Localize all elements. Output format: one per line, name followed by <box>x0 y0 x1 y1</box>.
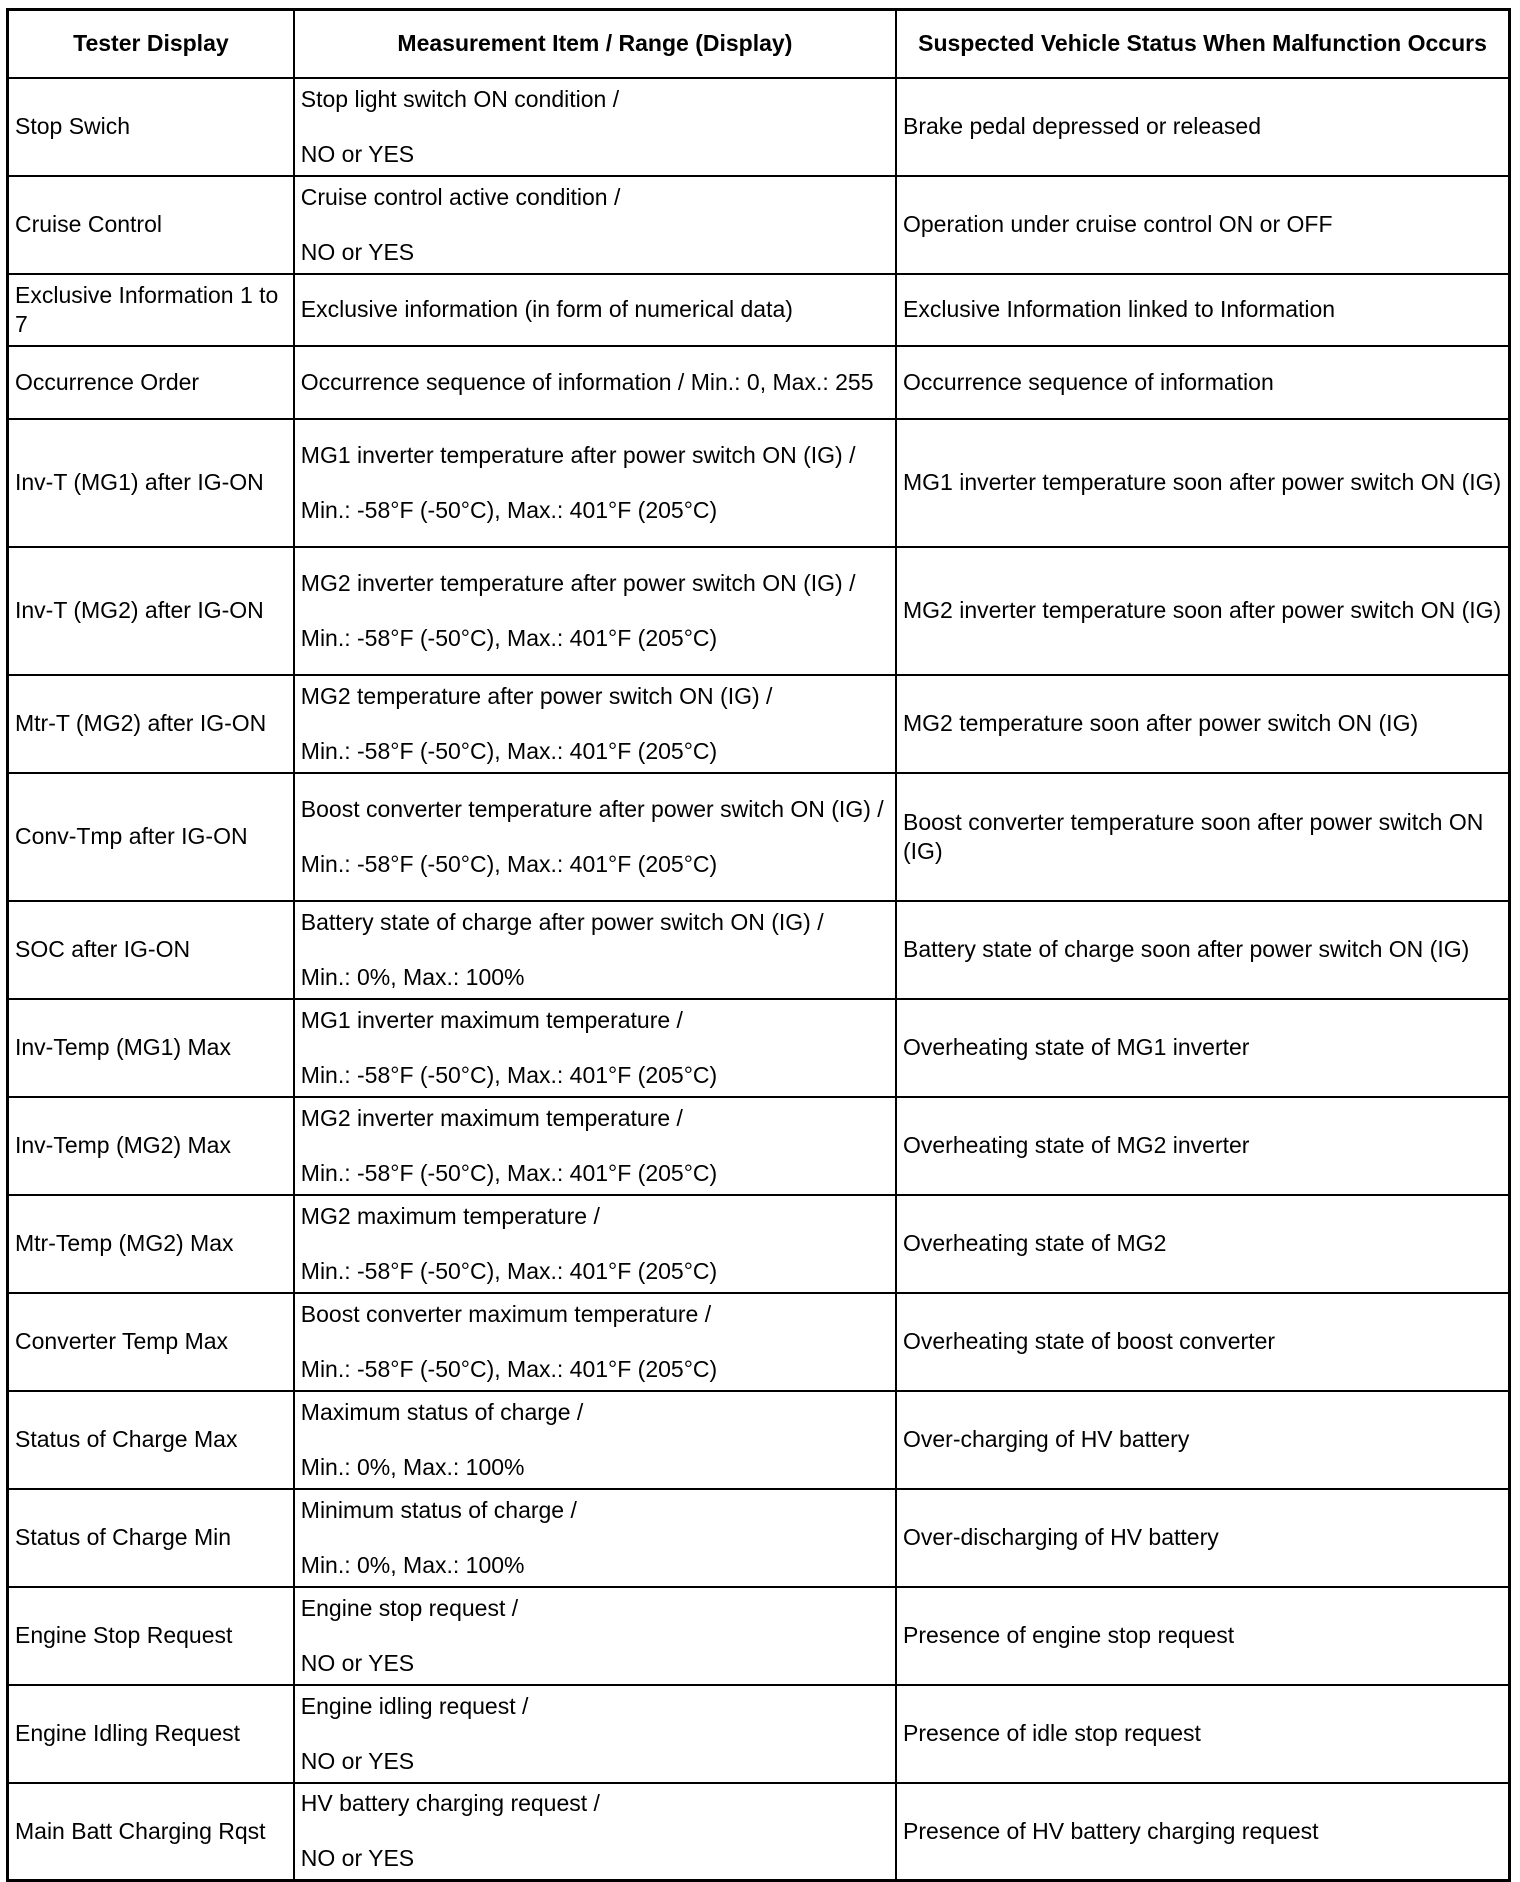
table-row <box>8 773 1510 901</box>
table-row <box>8 1195 1510 1293</box>
table-row <box>8 346 1510 419</box>
tester-display-cell: Mtr-T (MG2) after IG-ON <box>8 675 294 773</box>
table-row <box>8 176 1510 274</box>
measurement-cell <box>294 274 896 346</box>
measurement-item-text: Minimum status of charge / <box>300 1496 577 1523</box>
measurement-cell <box>294 1685 896 1783</box>
measurement-range-text: NO or YES <box>300 1845 415 1872</box>
suspected-status-cell: Battery state of charge soon after power switch ON (IG) <box>896 901 1510 999</box>
suspected-status-cell: Overheating state of MG2 inverter <box>896 1097 1510 1195</box>
measurement-item-text: Battery state of charge after power switch ON (IG) / <box>300 908 824 935</box>
measurement-range-text: Min.: -58°F (-50°C), Max.: 401°F (205°C) <box>300 1061 718 1088</box>
suspected-status-cell: Presence of HV battery charging request <box>896 1783 1510 1881</box>
suspected-status-cell: Over-discharging of HV battery <box>896 1489 1510 1587</box>
line-gap <box>301 1427 889 1453</box>
table-row <box>8 1293 1510 1391</box>
tester-display-table <box>6 8 1511 1882</box>
measurement-range-text: Min.: -58°F (-50°C), Max.: 401°F (205°C) <box>300 737 718 764</box>
measurement-item-text: Maximum status of charge / <box>300 1398 584 1425</box>
table-body <box>8 78 1510 1881</box>
measurement-cell <box>294 1293 896 1391</box>
table-row <box>8 999 1510 1097</box>
table-row <box>8 1587 1510 1685</box>
table-row <box>8 419 1510 547</box>
measurement-range-text: Min.: 0%, Max.: 100% <box>300 1551 525 1578</box>
line-gap <box>301 212 889 238</box>
measurement-item-text: MG1 inverter maximum temperature / <box>300 1006 683 1033</box>
measurement-cell <box>294 1489 896 1587</box>
measurement-range-text: Min.: -58°F (-50°C), Max.: 401°F (205°C) <box>300 1355 718 1382</box>
suspected-status-cell: Presence of idle stop request <box>896 1685 1510 1783</box>
line-gap <box>301 711 889 737</box>
measurement-item-text: MG2 temperature after power switch ON (IG) / <box>300 682 773 709</box>
measurement-item-text: Exclusive information (in form of numerical data) <box>300 296 793 322</box>
line-gap <box>301 1231 889 1257</box>
measurement-range-text: Min.: -58°F (-50°C), Max.: 401°F (205°C) <box>300 1159 718 1186</box>
suspected-status-cell: Brake pedal depressed or released <box>896 78 1510 176</box>
tester-display-cell: Status of Charge Min <box>8 1489 294 1587</box>
table-row <box>8 901 1510 999</box>
measurement-item-text: Occurrence sequence of information / Min.: 0, Max.: 255 <box>300 368 874 395</box>
measurement-cell <box>294 346 896 419</box>
measurement-range-text: Min.: 0%, Max.: 100% <box>300 963 525 990</box>
suspected-status-cell: Operation under cruise control ON or OFF <box>896 176 1510 274</box>
tester-display-cell: Mtr-Temp (MG2) Max <box>8 1195 294 1293</box>
measurement-cell <box>294 901 896 999</box>
tester-display-cell: Cruise Control <box>8 176 294 274</box>
suspected-status-cell: Over-charging of HV battery <box>896 1391 1510 1489</box>
measurement-item-text: Boost converter temperature after power switch ON (IG) / <box>300 795 884 822</box>
tester-display-cell: Converter Temp Max <box>8 1293 294 1391</box>
table-row <box>8 1783 1510 1881</box>
measurement-item-text: MG1 inverter temperature after power switch ON (IG) / <box>300 441 856 468</box>
measurement-range-text: NO or YES <box>300 1747 415 1774</box>
tester-display-cell: SOC after IG-ON <box>8 901 294 999</box>
line-gap <box>301 1133 889 1159</box>
measurement-item-text: MG2 inverter maximum temperature / <box>300 1104 683 1131</box>
tester-display-cell: Engine Idling Request <box>8 1685 294 1783</box>
table-row <box>8 78 1510 176</box>
measurement-item-text: HV battery charging request / <box>300 1790 600 1817</box>
table-row <box>8 547 1510 675</box>
tester-display-cell: Exclusive Information 1 to 7 <box>8 274 294 346</box>
header-row <box>8 10 1510 78</box>
table-row <box>8 1685 1510 1783</box>
tester-display-cell: Main Batt Charging Rqst <box>8 1783 294 1881</box>
line-gap <box>301 824 889 850</box>
measurement-cell <box>294 78 896 176</box>
line-gap <box>301 470 889 496</box>
suspected-status-cell: Presence of engine stop request <box>896 1587 1510 1685</box>
line-gap <box>301 598 889 624</box>
suspected-status-cell: MG1 inverter temperature soon after power switch ON (IG) <box>896 419 1510 547</box>
header-tester-display: Tester Display <box>8 10 294 78</box>
measurement-cell <box>294 1391 896 1489</box>
line-gap <box>301 937 889 963</box>
tester-display-cell: Inv-T (MG1) after IG-ON <box>8 419 294 547</box>
page <box>6 8 1511 1882</box>
measurement-item-text: Engine stop request / <box>300 1594 519 1621</box>
suspected-status-cell: Exclusive Information linked to Information <box>896 274 1510 346</box>
header-measurement-item: Measurement Item / Range (Display) <box>294 10 896 78</box>
measurement-range-text: NO or YES <box>300 140 415 167</box>
suspected-status-cell: Overheating state of boost converter <box>896 1293 1510 1391</box>
measurement-item-text: Stop light switch ON condition / <box>300 85 620 112</box>
table-row <box>8 274 1510 346</box>
line-gap <box>301 1818 889 1844</box>
measurement-range-text: Min.: 0%, Max.: 100% <box>300 1453 525 1480</box>
measurement-cell <box>294 1097 896 1195</box>
line-gap <box>301 1329 889 1355</box>
tester-display-cell: Inv-Temp (MG1) Max <box>8 999 294 1097</box>
suspected-status-cell: MG2 inverter temperature soon after power switch ON (IG) <box>896 547 1510 675</box>
tester-display-cell: Stop Swich <box>8 78 294 176</box>
table-row <box>8 1489 1510 1587</box>
line-gap <box>301 1525 889 1551</box>
measurement-item-text: Cruise control active condition / <box>300 183 621 210</box>
measurement-cell <box>294 176 896 274</box>
measurement-cell <box>294 1587 896 1685</box>
tester-display-cell: Conv-Tmp after IG-ON <box>8 773 294 901</box>
suspected-status-cell: Overheating state of MG1 inverter <box>896 999 1510 1097</box>
line-gap <box>301 1035 889 1061</box>
header-suspected-status: Suspected Vehicle Status When Malfunction Occurs <box>896 10 1510 78</box>
suspected-status-cell: Overheating state of MG2 <box>896 1195 1510 1293</box>
table-row <box>8 675 1510 773</box>
tester-display-cell: Occurrence Order <box>8 346 294 419</box>
measurement-item-text: MG2 inverter temperature after power switch ON (IG) / <box>300 569 856 596</box>
suspected-status-cell: Boost converter temperature soon after power switch ON (IG) <box>896 773 1510 901</box>
table-row <box>8 1391 1510 1489</box>
measurement-range-text: Min.: -58°F (-50°C), Max.: 401°F (205°C) <box>300 624 718 651</box>
tester-display-cell: Status of Charge Max <box>8 1391 294 1489</box>
line-gap <box>301 1721 889 1747</box>
measurement-cell <box>294 1783 896 1881</box>
line-gap <box>301 114 889 140</box>
measurement-range-text: Min.: -58°F (-50°C), Max.: 401°F (205°C) <box>300 1257 718 1284</box>
measurement-range-text: Min.: -58°F (-50°C), Max.: 401°F (205°C) <box>300 496 718 523</box>
table-row <box>8 1097 1510 1195</box>
measurement-item-text: Boost converter maximum temperature / <box>300 1300 712 1327</box>
tester-display-cell: Inv-T (MG2) after IG-ON <box>8 547 294 675</box>
measurement-cell <box>294 773 896 901</box>
measurement-cell <box>294 999 896 1097</box>
measurement-cell <box>294 419 896 547</box>
line-gap <box>301 1623 889 1649</box>
measurement-range-text: NO or YES <box>300 238 415 265</box>
tester-display-cell: Inv-Temp (MG2) Max <box>8 1097 294 1195</box>
measurement-cell <box>294 1195 896 1293</box>
measurement-item-text: Engine idling request / <box>300 1692 529 1719</box>
tester-display-cell: Engine Stop Request <box>8 1587 294 1685</box>
suspected-status-cell: MG2 temperature soon after power switch ON (IG) <box>896 675 1510 773</box>
measurement-range-text: Min.: -58°F (-50°C), Max.: 401°F (205°C) <box>300 850 718 877</box>
measurement-cell <box>294 547 896 675</box>
suspected-status-cell: Occurrence sequence of information <box>896 346 1510 419</box>
measurement-range-text: NO or YES <box>300 1649 415 1676</box>
measurement-cell <box>294 675 896 773</box>
measurement-item-text: MG2 maximum temperature / <box>300 1202 600 1229</box>
